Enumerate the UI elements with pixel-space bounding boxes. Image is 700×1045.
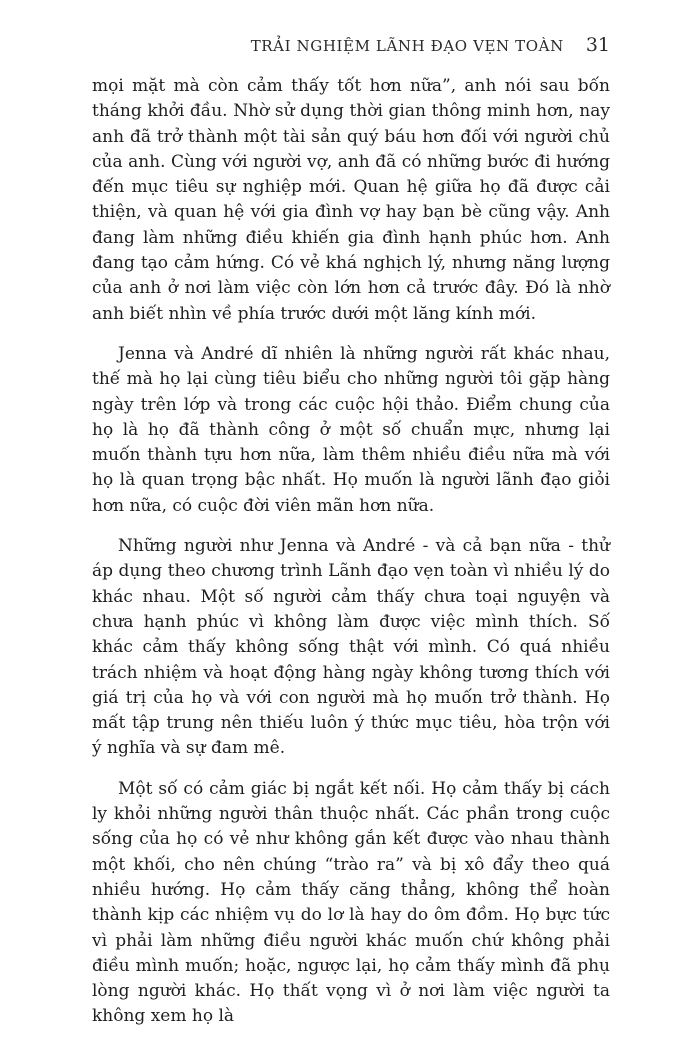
page-number: 31 — [585, 34, 610, 56]
running-head: TRẢI NGHIỆM LÃNH ĐẠO VẸN TOÀN — [250, 37, 564, 55]
paragraph-2: Jenna và André dĩ nhiên là những người rất khác nhau, thế mà họ lại cùng tiêu biểu cho những người tôi gặp hàng ngày trên lớp và trong các cuộc hội thảo. Điểm chung của họ là họ đã thành công ở một số chuẩn mực, nhưng lại muốn thành tựu hơn nữa, làm thêm nhiều điều nữa mà với họ là quan trọng bậc nhất. Họ muốn là người lãnh đạo giỏi hơn nữa, có cuộc đời viên mãn hơn nữa. — [92, 343, 610, 516]
paragraph-4: Một số có cảm giác bị ngắt kết nối. Họ cảm thấy bị cách ly khỏi những người thân thuộc nhất. Các phần trong cuộc sống của họ có vẻ như không gắn kết được vào nhau thành một khối, cho nên chúng “trào ra” và bị xô đẩy theo quá nhiều hướng. Họ cảm thấy căng thẳng, không thể hoàn thành kịp các nhiệm vụ do lơ là hay do ôm đồm. Họ bực tức vì phải làm những điều người khác muốn chứ không phải điều mình muốn; hoặc, ngược lại, họ cảm thấy mình đã phụ lòng người khác. Họ thất vọng vì ở nơi làm việc người ta không xem họ là — [92, 778, 610, 1027]
body-text — [92, 74, 610, 1045]
paragraph-1: mọi mặt mà còn cảm thấy tốt hơn nữa”, anh nói sau bốn tháng khởi đầu. Nhờ sử dụng thời gian thông minh hơn, nay anh đã trở thành một tài sản quý báu hơn đối với người chủ của anh. Cùng với người vợ, anh đã có những bước đi hướng đến mục tiêu sự nghiệp mới. Quan hệ giữa họ đã được cải thiện, và quan hệ với gia đình vợ hay bạn bè cũng vậy. Anh đang làm những điều khiến gia đình hạnh phúc hơn. Anh đang tạo cảm hứng. Có vẻ khá nghịch lý, nhưng năng lượng của anh ở nơi làm việc còn lớn hơn cả trước đây. Đó là nhờ anh biết nhìn về phía trước dưới một lăng kính mới. — [92, 76, 610, 324]
paragraph-3: Những người như Jenna và André - và cả bạn nữa - thử áp dụng theo chương trình Lãnh đạo vẹn toàn vì nhiều lý do khác nhau. Một số người cảm thấy chưa toại nguyện và chưa hạnh phúc vì không làm được việc mình thích. Số khác cảm thấy không sống thật với mình. Có quá nhiều trách nhiệm và hoạt động hàng ngày không tương thích với giá trị của họ và với con người mà họ muốn trở thành. Họ mất tập trung nên thiếu luôn ý thức mục tiêu, hòa trộn với ý nghĩa và sự đam mê. — [92, 536, 610, 759]
page-header — [251, 34, 610, 56]
